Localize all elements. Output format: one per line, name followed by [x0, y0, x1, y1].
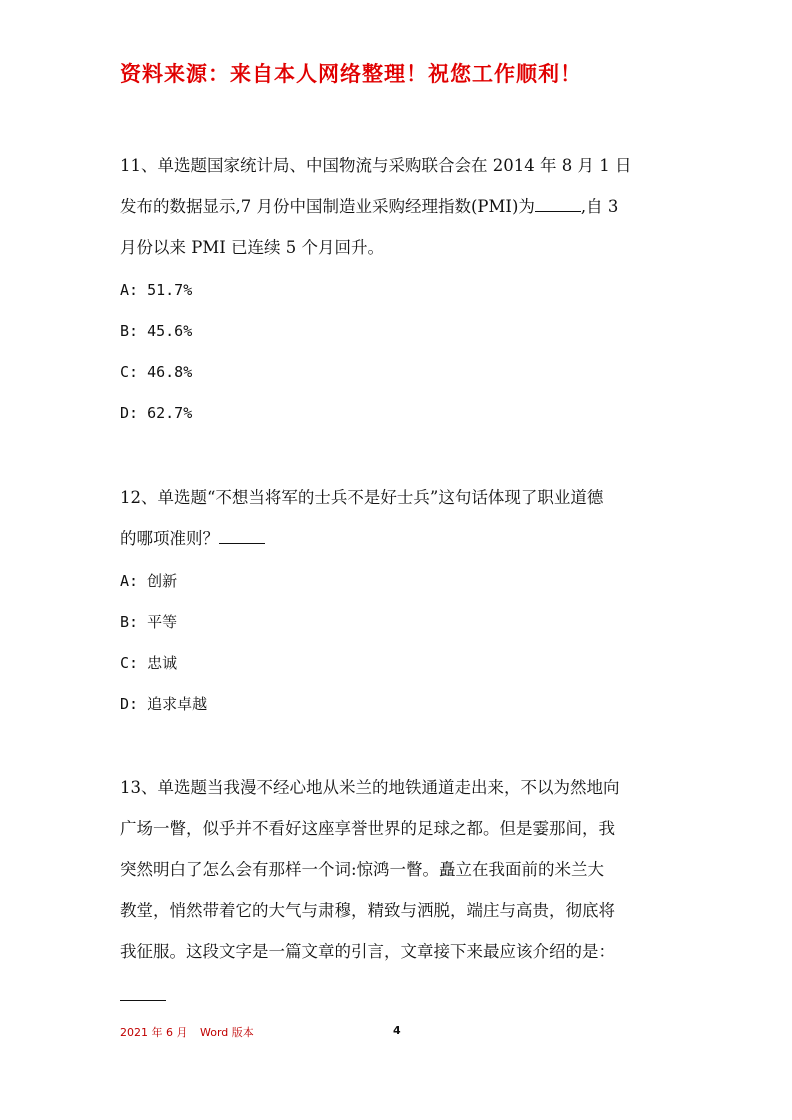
answer-blank	[120, 1000, 166, 1001]
option-a: A: 51.7%	[120, 281, 193, 299]
source-notice: 资料来源：来自本人网络整理！祝您工作顺利！	[120, 62, 582, 86]
answer-blank	[219, 527, 265, 544]
footer-version: Word 版本	[200, 1026, 254, 1039]
question-13	[120, 767, 680, 972]
option-a: A: 创新	[120, 572, 178, 590]
question-text-segment: 的哪项准则？	[120, 529, 219, 548]
footer-date: 2021 年 6 月	[120, 1026, 188, 1039]
question-text-line: 突然明白了怎么会有那样一个词:惊鸿一瞥。矗立在我面前的米兰大	[120, 860, 605, 879]
option-c: C: 46.8%	[120, 363, 193, 381]
question-text-line: 教堂，悄然带着它的大气与肃穆，精致与洒脱，端庄与高贵，彻底将	[120, 901, 615, 920]
question-text-line	[120, 518, 680, 559]
option-b: B: 平等	[120, 613, 178, 631]
question-text-line	[120, 186, 680, 227]
question-text-line: 月份以来 PMI 已连续 5 个月回升。	[120, 238, 384, 257]
question-text-line: 12、单选题“不想当将军的士兵不是好士兵”这句话体现了职业道德	[120, 488, 604, 507]
question-text-segment: ,自 3	[580, 197, 619, 216]
question-text-line: 13、单选题当我漫不经心地从米兰的地铁通道走出来，不以为然地向	[120, 778, 620, 797]
question-text-line: 广场一瞥，似乎并不看好这座享誉世界的足球之都。但是霎那间，我	[120, 819, 615, 838]
page-number: 4	[393, 1024, 401, 1037]
option-c: C: 忠诚	[120, 654, 178, 672]
question-text-line: 11、单选题国家统计局、中国物流与采购联合会在 2014 年 8 月 1 日	[120, 156, 632, 175]
option-d: D: 62.7%	[120, 404, 193, 422]
answer-blank	[535, 195, 581, 212]
option-b: B: 45.6%	[120, 322, 193, 340]
option-d: D: 追求卓越	[120, 695, 208, 713]
question-11	[120, 145, 680, 434]
question-text-segment: 发布的数据显示,7 月份中国制造业采购经理指数(PMI)为	[120, 197, 535, 216]
question-text-line: 我征服。这段文字是一篇文章的引言，文章接下来最应该介绍的是：	[120, 942, 615, 961]
question-12	[120, 477, 680, 725]
